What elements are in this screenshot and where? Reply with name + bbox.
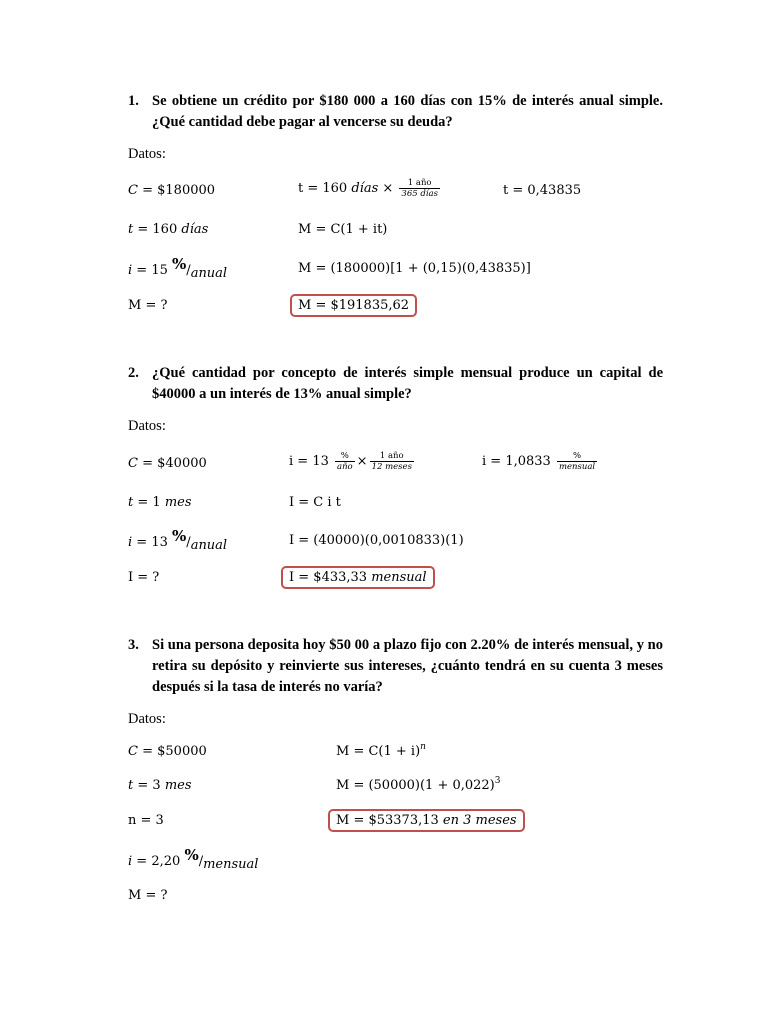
capital-value: $50000	[157, 744, 207, 759]
answer-box: M = $191835,62	[290, 294, 417, 317]
problem-2-question	[128, 363, 663, 405]
answer	[336, 812, 525, 830]
problem-3-question	[128, 635, 663, 698]
problem-number: 1.	[128, 93, 139, 109]
question-text: Se obtiene un crédito por $180 000 a 160 días con 15% de interés anual simple. ¿Qué cantidad debe pagar al vencerse su deuda?	[152, 93, 663, 130]
formula: M = C(1 + it)	[298, 222, 388, 237]
periods-line: n = 3	[128, 813, 164, 828]
capital-line: C = $50000	[128, 744, 207, 759]
unknown-line: I = ?	[128, 570, 160, 585]
formula: I = C i t	[289, 495, 341, 510]
substitution: $M = (50000)(1 + 0,022)^3$	[336, 776, 501, 793]
time-line: t = 1 mes	[128, 495, 192, 510]
problem-number: 3.	[128, 637, 139, 653]
capital-line: C = $40000	[128, 456, 207, 471]
time-line: t = 3 mes	[128, 778, 192, 793]
rate-line: i = 15 %/anual	[128, 255, 228, 281]
answer	[289, 569, 435, 587]
time-conversion: t = 160 días × $\frac{\text{1 año}}{\text{365 días}}$	[298, 178, 438, 199]
formula: $M = C(1 + i)^n$	[336, 742, 426, 759]
rate-line: i = 13 %/anual	[128, 527, 228, 553]
time-result: t = 0,43835	[503, 183, 582, 198]
question-text: Si una persona deposita hoy $50 00 a plazo fijo con 2.20% de interés mensual, y no retira su depósito y reinvierte sus intereses, ¿cuánto tendrá en su cuenta 3 meses después si la tasa de interés no varía?	[152, 637, 663, 695]
substitution: M = (180000)[1 + (0,15)(0,43835)]	[298, 261, 531, 276]
substitution: I = (40000)(0,0010833)(1)	[289, 533, 464, 548]
unknown-line: M = ?	[128, 298, 168, 313]
time-line: t = 160 días	[128, 222, 209, 237]
rate-conversion: i = 13 $\frac{\%}{\text{año}}$ × $\frac{\text{1 año}}{\text{12 meses}}$	[289, 451, 412, 472]
problem-1-question	[128, 91, 663, 133]
datos-label: Datos:	[128, 146, 166, 162]
question-text: ¿Qué cantidad por concepto de interés simple mensual produce un capital de $40000 a un interés de 13% anual simple?	[152, 365, 663, 402]
answer	[298, 297, 417, 315]
conversion-fraction: $\frac{\text{1 año}}{\text{365 días}}$	[401, 178, 438, 199]
rate-result: i = 1,0833 $\frac{\%}{\text{mensual}}$	[482, 451, 596, 472]
answer-box: I = $433,33 mensual	[281, 566, 435, 589]
datos-label: Datos:	[128, 418, 166, 434]
capital-value: $40000	[157, 456, 207, 471]
capital-line: C = $180000	[128, 183, 216, 198]
answer-box: M = $53373,13 en 3 meses	[328, 809, 525, 832]
unknown-line: M = ?	[128, 888, 168, 903]
rate-line: i = 2,20 %/mensual	[128, 846, 259, 872]
datos-label: Datos:	[128, 711, 166, 727]
problem-number: 2.	[128, 365, 139, 381]
capital-value: $180000	[157, 183, 216, 198]
